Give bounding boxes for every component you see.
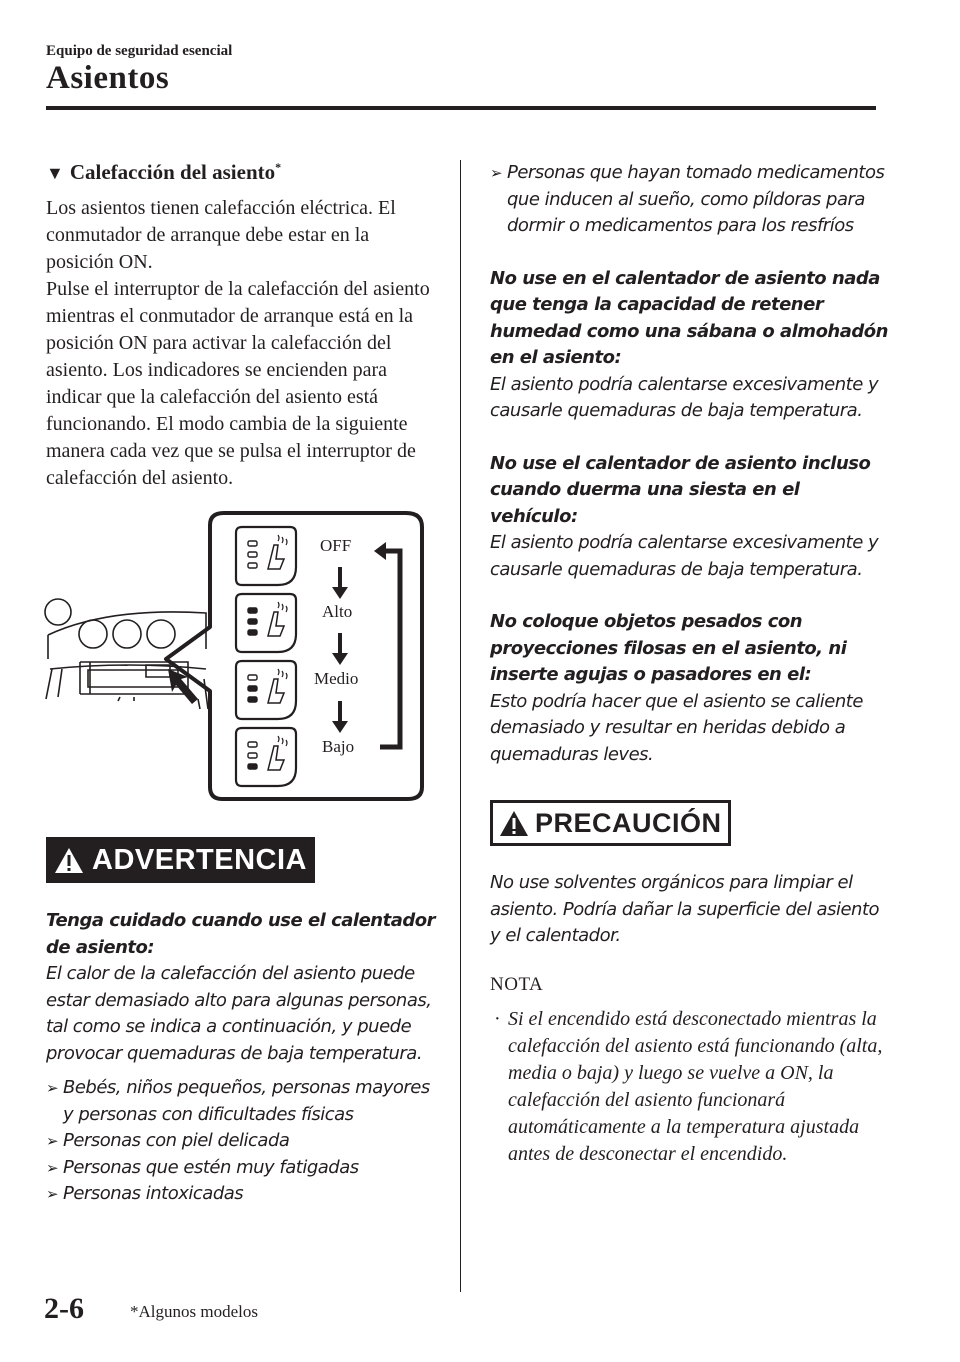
caution-text: No use solventes orgánicos para limpiar el asiento. Podría dañar la superficie del asiento y el calentador. — [490, 872, 880, 946]
list-item: ➢ Personas con piel delicada — [46, 1128, 441, 1155]
warning-text-3: Esto podría hacer que el asiento se caliente demasiado y resultar en heridas debido a quemaduras leves. — [490, 690, 863, 765]
list-item: ➢ Personas que estén muy fatigadas — [46, 1155, 441, 1182]
seat-heater-diagram — [38, 509, 428, 801]
label-bajo: Bajo — [322, 737, 355, 756]
caution-banner — [490, 800, 731, 846]
warning-title-2: No use el calentador de asiento incluso cuando duerma una siesta en el vehículo: — [490, 452, 871, 527]
column-divider — [460, 160, 461, 1292]
warning-banner — [46, 837, 315, 883]
warning-title-1: No use en el calentador de asiento nada que tenga la capacidad de retener humedad como una sábana o almohadón en el asiento: — [490, 267, 888, 368]
list-item: ➢ Bebés, niños pequeños, personas mayores y personas con dificultades físicas — [46, 1075, 441, 1128]
warning-triangle-icon — [54, 847, 84, 874]
nota-item — [490, 1006, 890, 1168]
switch-medio — [236, 661, 296, 719]
nota-text: Si el encendido está desconectado mientras la calefacción del asiento está funcionando (alta, media o baja) y luego se vuelve a ON, la calefacción del asiento funcionará automáticamente a la temperatura ajustada antes de desconectar el encendido. — [508, 1007, 883, 1165]
bullet-dot-icon: · — [494, 1007, 501, 1030]
diagram-svg — [38, 509, 428, 801]
warning-title-3: No coloque objetos pesados con proyecciones filosas en el asiento, ni inserte agujas o pasadores en el: — [490, 611, 847, 685]
page-number: 2-6 — [44, 1292, 84, 1325]
heading-text: Calefacción del asiento — [69, 160, 276, 184]
header-section: Equipo de seguridad esencial — [46, 43, 233, 59]
switch-bajo — [236, 728, 296, 786]
warning-text: El calor de la calefacción del asiento puede estar demasiado alto para algunas personas, tal como se indica a continuación, y puede provocar quemaduras de baja temperatura. — [46, 963, 432, 1064]
footnote: *Algunos modelos — [130, 1302, 258, 1321]
body-paragraph: Pulse el interruptor de la calefacción del asiento mientras el conmutador de arranque está en la posición ON para activar la calefacción del asiento. Los indicadores se encienden para indicar que la calefacción del asiento está funcionando. El modo cambia de la siguiente manera cada vez que se pulsa el interruptor de calefacción del asiento. — [46, 278, 430, 489]
list-item: ➢ Personas intoxicadas — [46, 1181, 441, 1208]
list-item: ➢ Personas que hayan tomado medicamentos que inducen al sueño, como píldoras para dormir o medicamentos para los resfríos — [490, 160, 890, 240]
label-alto: Alto — [322, 602, 353, 621]
nota-label: NOTA — [490, 973, 544, 995]
warning-text-1: El asiento podría calentarse excesivamente y causarle quemaduras de baja temperatura. — [490, 373, 879, 421]
left-column — [46, 160, 441, 1208]
caution-triangle-icon — [499, 810, 529, 837]
section-heading — [46, 160, 441, 185]
switch-alto — [236, 594, 296, 652]
warning-text-2: El asiento podría calentarse excesivamente y causarle quemaduras de baja temperatura. — [490, 532, 879, 580]
header-rule — [46, 106, 876, 110]
heading-triangle-icon: ▼ — [46, 163, 64, 183]
label-medio: Medio — [314, 669, 359, 688]
switch-off — [236, 527, 296, 585]
warning-bullet-list — [46, 1075, 441, 1208]
heading-star: * — [275, 160, 282, 174]
intro-paragraph: Los asientos tienen calefacción eléctrica. El conmutador de arranque debe estar en la posición ON. — [46, 197, 396, 273]
label-off: OFF — [320, 536, 352, 555]
warning-title: Tenga cuidado cuando use el calentador de asiento: — [46, 910, 435, 958]
page-title: Asientos — [46, 60, 170, 96]
warning-label: ADVERTENCIA — [92, 843, 307, 876]
bullet-continuation — [490, 160, 890, 240]
caution-label: PRECAUCIÓN — [535, 807, 722, 838]
right-column — [490, 160, 890, 1168]
